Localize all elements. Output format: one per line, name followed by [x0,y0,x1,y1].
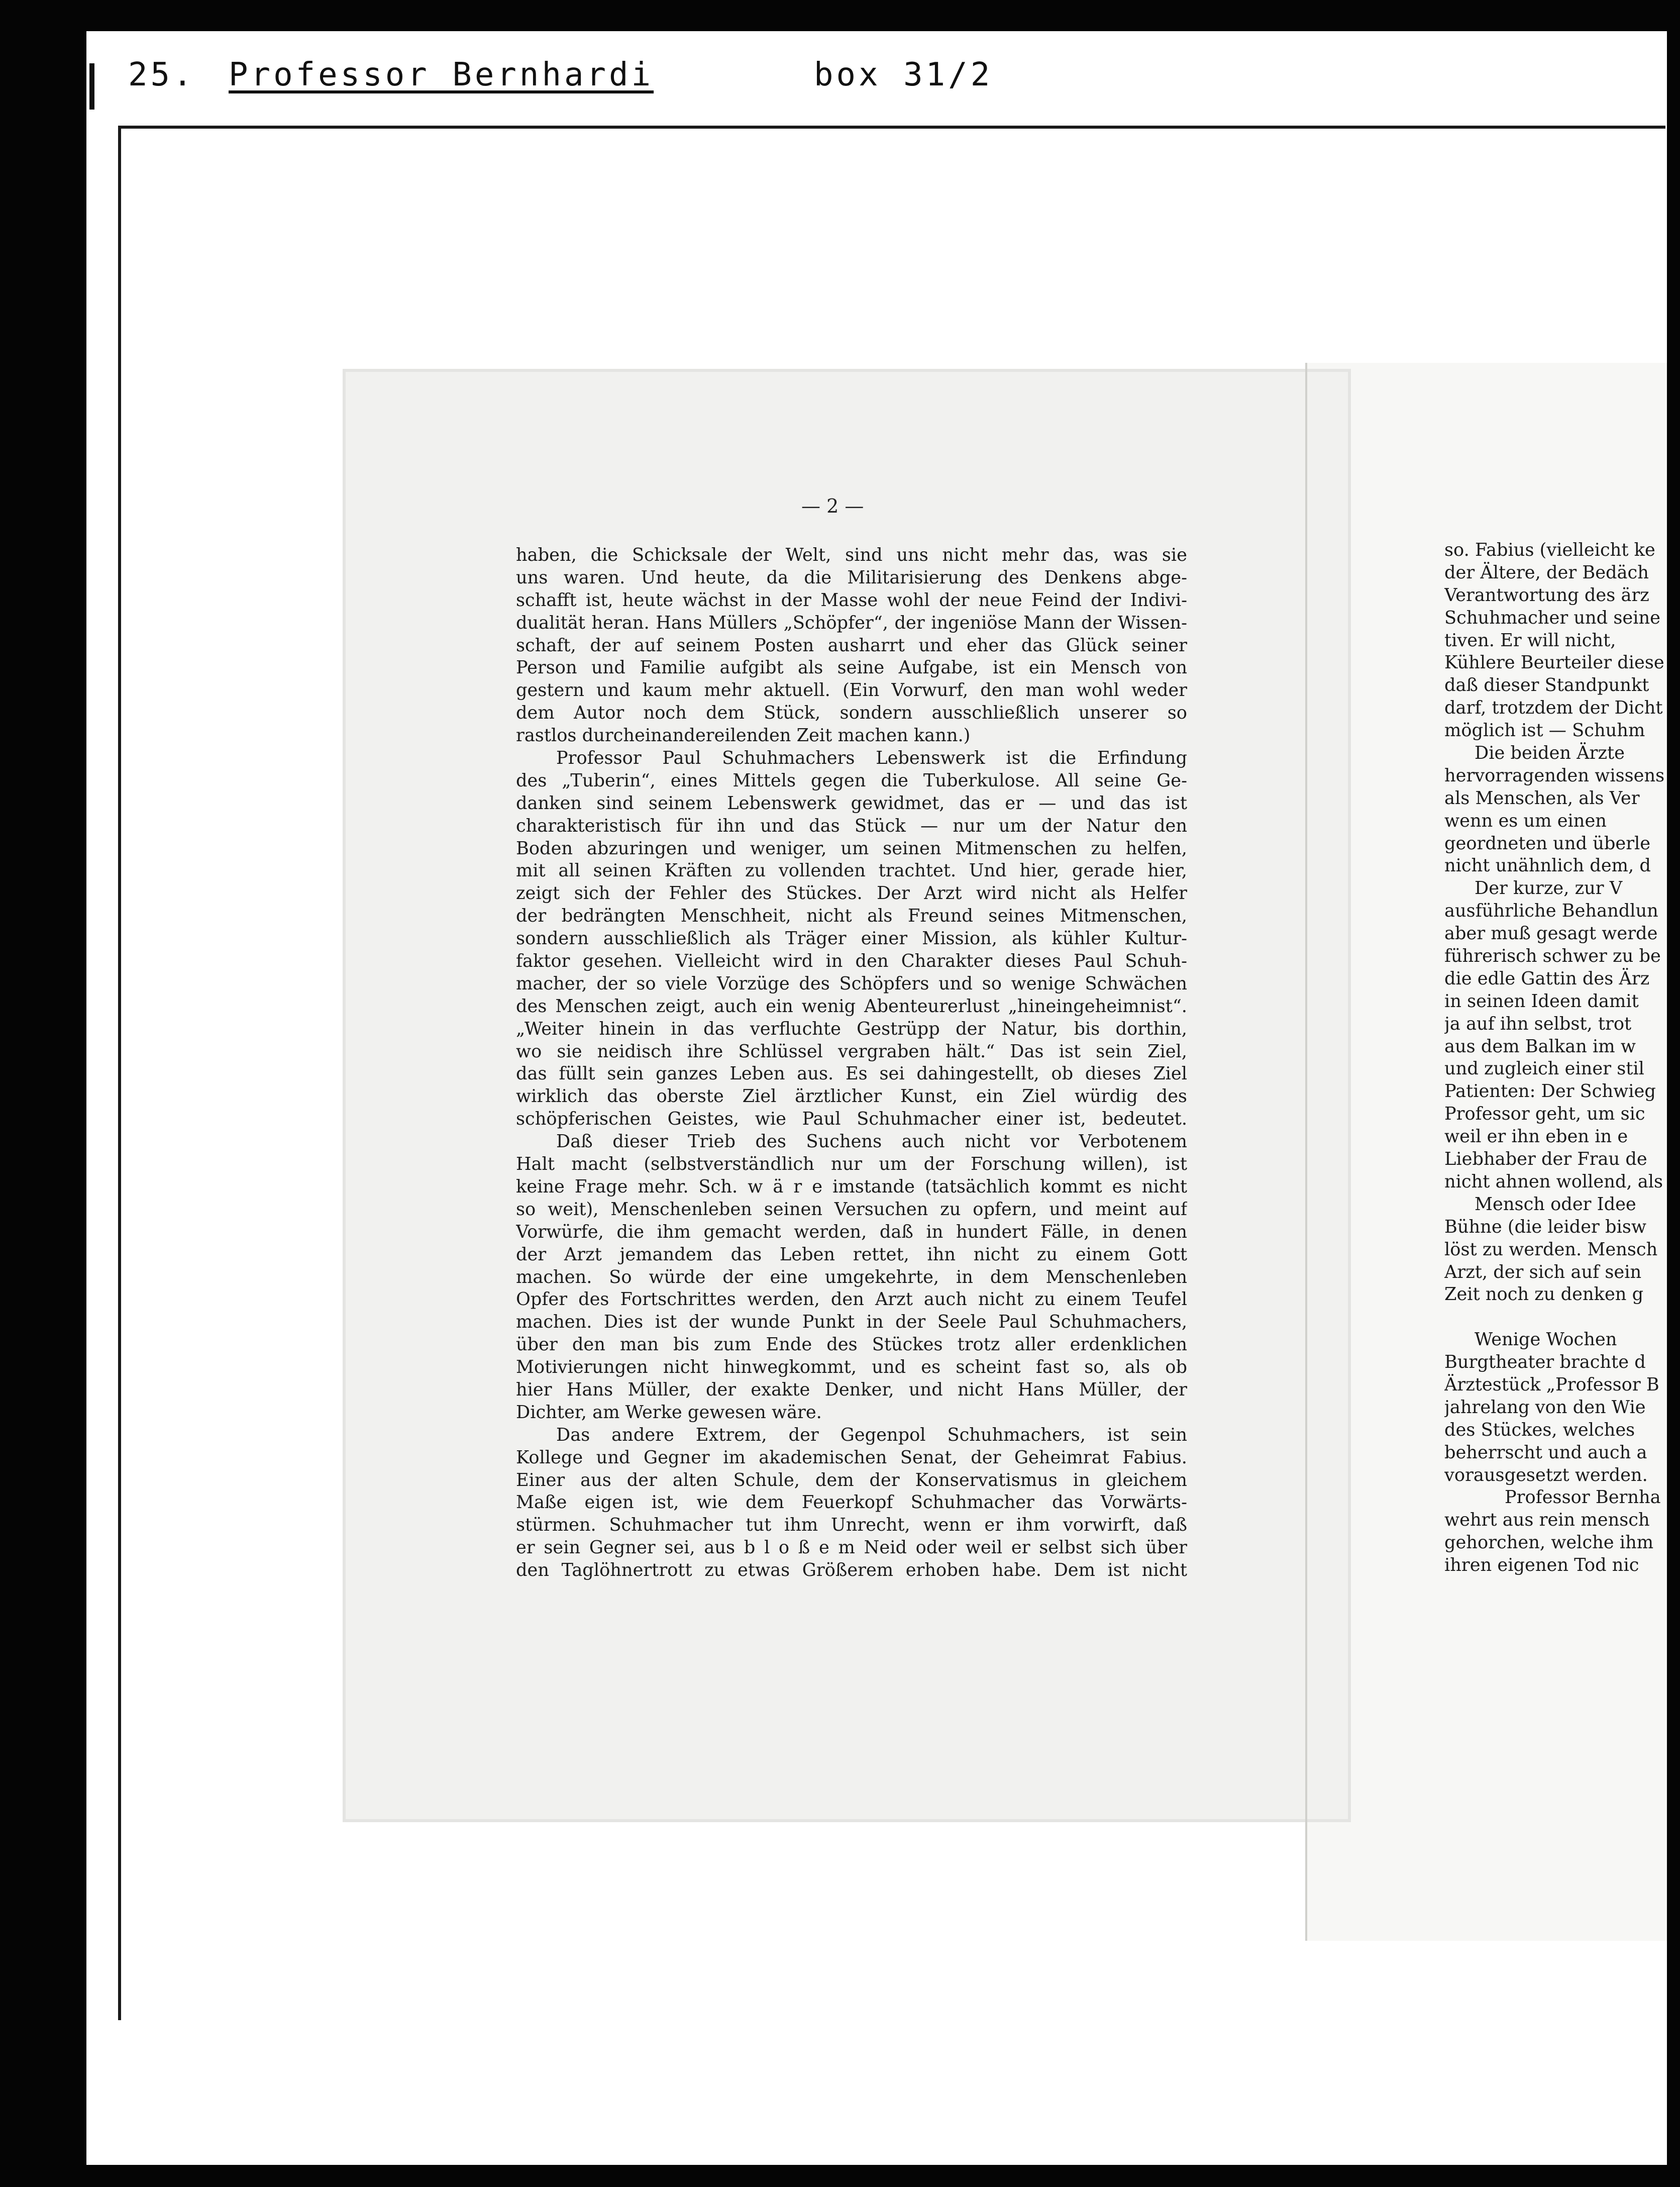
text-line: aber muß gesagt werde [1444,923,1658,944]
text-line: Person und Familie aufgibt als seine Aufgabe, ist ein Mensch von [516,657,1187,678]
text-line: danken sind seinem Lebenswerk gewidmet, das er — und das ist [516,792,1187,814]
text-line: so. Fabius (vielleicht ke [1444,540,1655,560]
text-line: Ärztestück „Professor B [1444,1374,1659,1395]
text-line: Kollege und Gegner im akademischen Senat, der Geheimrat Fabius. [516,1447,1187,1468]
text-line: Vorwürfe, die ihm gemacht werden, daß in hundert Fälle, in denen [516,1221,1187,1242]
box-label: box 31/2 [814,56,993,93]
text-line: Der kurze, zur V [1475,878,1623,899]
text-line: ausführliche Behandlun [1444,901,1658,922]
text-line: darf, trotzdem der Dicht [1444,698,1663,719]
text-line: machen. So würde der eine umgekehrte, in dem Menschenleben [516,1266,1187,1287]
text-line: Kühlere Beurteiler diese [1444,652,1664,673]
text-line: charakteristisch für ihn und das Stück — nur um der Natur den [516,815,1187,836]
text-line: Halt macht (selbstverständlich nur um der Forschung willen), ist [516,1154,1187,1175]
text-line: Maße eigen ist, wie dem Feuerkopf Schuhmacher das Vorwärts- [516,1492,1187,1513]
page-fold [1305,363,1307,1941]
header-title: Professor Bernhardi [229,56,654,93]
text-line: Professor Bernha [1505,1487,1661,1508]
page-number: — 2 — [801,495,864,517]
text-line: der Arzt jemandem das Leben rettet, ihn nicht zu einem Gott [516,1244,1187,1265]
text-line: möglich ist — Schuhm [1444,720,1645,741]
text-line: Patienten: Der Schwieg [1444,1081,1656,1102]
text-line: Mensch oder Idee [1475,1194,1636,1215]
text-line: ihren eigenen Tod nic [1444,1555,1639,1576]
text-line: die edle Gattin des Ärz [1444,968,1650,989]
text-line: Wenige Wochen [1475,1329,1617,1350]
text-line: haben, die Schicksale der Welt, sind uns nicht mehr das, was sie [516,545,1187,565]
text-line: vorausgesetzt werden. [1444,1464,1648,1485]
text-line: Bühne (die leider bisw [1444,1216,1647,1237]
text-line: hier Hans Müller, der exakte Denker, und nicht Hans Müller, der [516,1379,1187,1400]
side-text-column [1444,539,1680,1577]
sheet-border-left [118,126,121,2020]
text-line: Arzt, der sich auf sein [1444,1261,1642,1282]
text-line: aus dem Balkan im w [1444,1036,1636,1057]
text-line: Boden abzuringen und weniger, um seinen Mitmenschen zu helfen, [516,838,1187,859]
text-line: sondern ausschließlich als Träger einer Mission, als kühler Kultur- [516,928,1187,949]
text-line: wirklich das oberste Ziel ärztlicher Kunst, ein Ziel würdig des [516,1086,1187,1107]
text-line: faktor gesehen. Vielleicht wird in den Charakter dieses Paul Schuh- [516,951,1187,972]
text-line: den Taglöhnertrott zu etwas Größerem erhoben habe. Dem ist nicht [516,1560,1187,1581]
text-line: dualität heran. Hans Müllers „Schöpfer“, der ingeniöse Mann der Wissen- [516,612,1187,633]
text-line: geordneten und überle [1444,833,1651,854]
text-line [1444,1306,1680,1329]
text-line: Verantwortung des ärz [1444,584,1649,606]
text-line: der bedrängten Menschheit, nicht als Freund seines Mitmenschen, [516,906,1187,927]
text-line: wenn es um einen [1444,810,1607,831]
text-line: daß dieser Standpunkt [1444,675,1649,696]
text-line: Zeit noch zu denken g [1444,1284,1644,1305]
text-line: uns waren. Und heute, da die Militarisierung des Denkens abge- [516,567,1187,588]
text-line: dem Autor noch dem Stück, sondern ausschließlich unserer so [516,703,1187,724]
text-line: löst zu werden. Mensch [1444,1239,1658,1260]
text-line: hervorragenden wissens [1444,765,1665,786]
text-line: Opfer des Fortschrittes werden, den Arzt auch nicht zu einem Teufel [516,1289,1187,1310]
text-line: wo sie neidisch ihre Schlüssel vergraben hält.“ Das ist sein Ziel, [516,1041,1187,1062]
sheet-border-top [118,126,1665,129]
text-line: machen. Dies ist der wunde Punkt in der Seele Paul Schuhmachers, [516,1312,1187,1333]
text-line: mit all seinen Kräften zu vollenden trachtet. Und hier, gerade hier, [516,860,1187,881]
text-line: beherrscht und auch a [1444,1442,1647,1463]
text-line: Dichter, am Werke gewesen wäre. [516,1402,822,1423]
text-line: Schuhmacher und seine [1444,607,1660,628]
text-line: wehrt aus rein mensch [1444,1510,1650,1531]
scan-edge [1667,0,1680,2187]
text-line: Professor geht, um sic [1444,1104,1645,1125]
text-line: stürmen. Schuhmacher tut ihm Unrecht, wenn er ihm vorwirft, daß [516,1515,1187,1536]
text-line: keine Frage mehr. Sch. w ä r e imstande (tatsächlich kommt es nicht [516,1176,1187,1197]
text-line: Das andere Extrem, der Gegenpol Schuhmachers, ist sein [556,1424,1187,1445]
text-line: und zugleich einer stil [1444,1058,1644,1079]
text-line: Daß dieser Trieb des Suchens auch nicht vor Verbotenem [556,1131,1187,1152]
text-line: des Menschen zeigt, auch ein wenig Abenteurerlust „hineingeheimnist“. [516,996,1187,1017]
text-line: Einer aus der alten Schule, dem der Konservatismus in gleichem [516,1469,1187,1490]
text-line: schafft ist, heute wächst in der Masse wohl der neue Feind der Indivi- [516,589,1187,611]
text-line: jahrelang von den Wie [1444,1397,1646,1418]
text-line: macher, der so viele Vorzüge des Schöpfers und so wenige Schwächen [516,973,1187,994]
text-line: gehorchen, welche ihm [1444,1532,1654,1553]
text-line: in seinen Ideen damit [1444,990,1639,1012]
text-line: Professor Paul Schuhmachers Lebenswerk ist die Erfindung [556,748,1187,769]
header-bracket [89,63,94,110]
text-line: des „Tuberin“, eines Mittels gegen die Tuberkulose. All seine Ge- [516,770,1187,791]
text-line: nicht ahnen wollend, als [1444,1171,1663,1192]
text-line: das füllt sein ganzes Leben aus. Es sei dahingestellt, ob dieses Ziel [516,1063,1187,1084]
text-line: tiven. Er will nicht, [1444,630,1616,651]
text-line: als Menschen, als Ver [1444,787,1640,809]
text-line: Burgtheater brachte d [1444,1352,1646,1373]
text-line: des Stückes, welches [1444,1419,1635,1440]
text-line: führerisch schwer zu be [1444,946,1661,967]
text-line: Liebhaber der Frau de [1444,1149,1647,1170]
text-line: schöpferischen Geistes, wie Paul Schuhmacher einer ist, bedeutet. [516,1109,1187,1130]
text-line: „Weiter hinein in das verfluchte Gestrüpp der Natur, bis dorthin, [516,1018,1187,1039]
text-line: er sein Gegner sei, aus b l o ß e m Neid oder weil er selbst sich über [516,1537,1187,1558]
text-line: der Ältere, der Bedäch [1444,562,1649,583]
text-line: über den man bis zum Ende des Stückes trotz aller erdenklichen [516,1334,1187,1355]
text-line: Motivierungen nicht hinwegkommt, und es scheint fast so, als ob [516,1357,1187,1378]
text-line: Die beiden Ärzte [1475,743,1625,764]
main-text-column [516,544,1187,1582]
text-line: ja auf ihn selbst, trot [1444,1013,1632,1034]
text-line: weil er ihn eben in e [1444,1126,1628,1147]
text-line: so weit), Menschenleben seinen Versuchen zu opfern, und meint auf [516,1199,1187,1220]
text-line: gestern und kaum mehr aktuell. (Ein Vorwurf, den man wohl weder [516,680,1187,701]
text-line: nicht unähnlich dem, d [1444,855,1651,876]
text-line: schaft, der auf seinem Posten ausharrt und eher das Glück seiner [516,635,1187,656]
text-line: zeigt sich der Fehler des Stückes. Der Arzt wird nicht als Helfer [516,883,1187,904]
text-line: rastlos durcheinandereilenden Zeit machen kann.) [516,725,971,746]
item-number: 25. [128,56,195,93]
